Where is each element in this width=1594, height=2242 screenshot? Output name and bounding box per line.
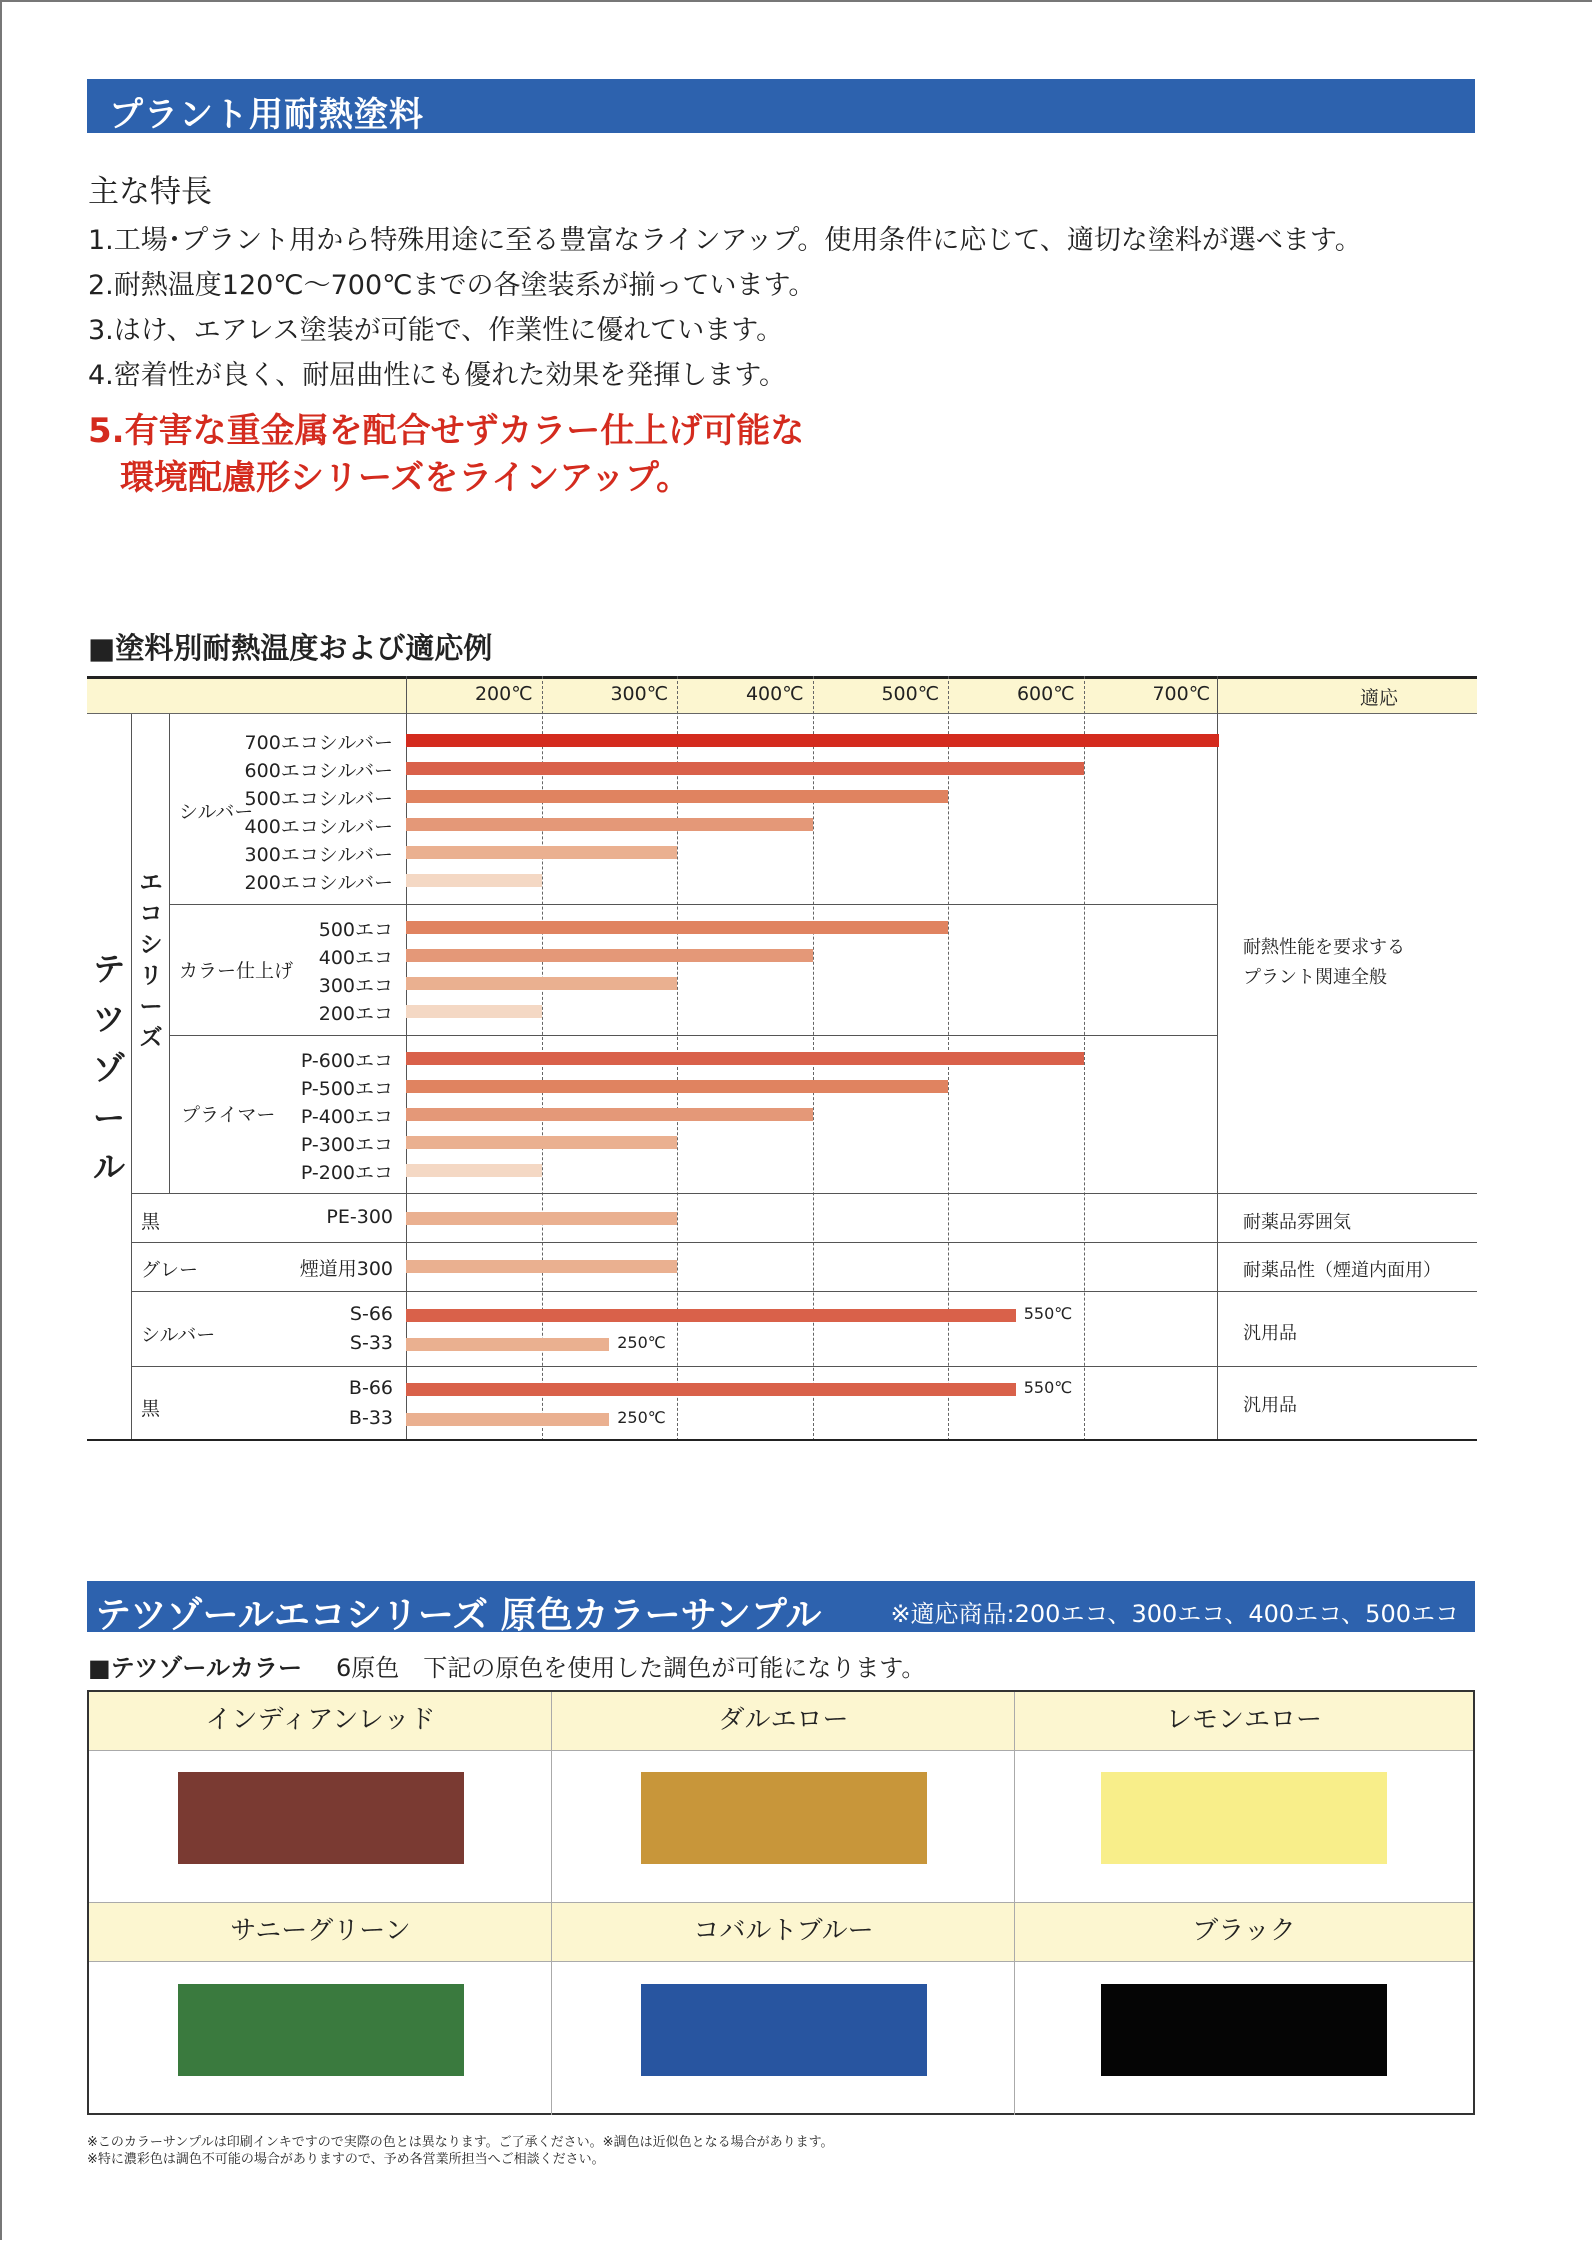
- heat-bar: [406, 790, 948, 803]
- application-text: 耐熱性能を要求する: [1243, 937, 1405, 958]
- group-label-color: カラー仕上げ: [179, 960, 294, 982]
- product-name: 600エコシルバー: [244, 760, 393, 782]
- product-name: 300エコシルバー: [244, 844, 393, 866]
- feature-item: 4.密着性が良く、耐屈曲性にも優れた効果を発揮します。: [88, 360, 787, 391]
- row-divider: [169, 904, 1217, 905]
- footnote: ※特に濃彩色は調色不可能の場合がありますので、予め各営業所担当へご相談ください。: [87, 2152, 605, 2167]
- feature-item: 2.耐熱温度120℃～700℃までの各塗装系が揃っています。: [88, 270, 816, 301]
- product-name: B-66: [348, 1377, 393, 1399]
- product-name: 300エコ: [318, 975, 393, 997]
- bar-value-label: 250℃: [617, 1333, 666, 1352]
- heat-bar: [406, 921, 948, 934]
- heat-bar: [406, 874, 542, 887]
- color-swatch: [641, 1984, 927, 2076]
- group-label-silver: シルバー: [179, 801, 254, 823]
- heat-bar: [406, 1338, 609, 1351]
- application-text: プラント関連全般: [1243, 967, 1387, 988]
- color-swatch: [641, 1772, 927, 1864]
- feature-item: 3.はけ、エアレス塗装が可能で、作業性に優れています。: [88, 315, 784, 346]
- bar-value-label: 550℃: [1023, 1378, 1073, 1397]
- application-text: 汎用品: [1243, 1395, 1297, 1416]
- bar-value-label: 250℃: [617, 1408, 666, 1427]
- product-name: 400エコシルバー: [244, 816, 393, 838]
- color-subtitle-text: 6原色 下記の原色を使用した調色が可能になります。: [335, 1654, 926, 1682]
- temp-gridline: [1084, 676, 1085, 1441]
- temp-header-label: 500℃: [881, 683, 940, 705]
- heat-bar: [406, 1413, 609, 1426]
- product-name: PE-300: [326, 1206, 393, 1228]
- heat-bar: [406, 977, 677, 990]
- product-name: 500エコシルバー: [244, 788, 393, 810]
- product-name: 700エコシルバー: [244, 732, 393, 754]
- heat-bar: [406, 818, 813, 831]
- product-name: 200エコシルバー: [244, 872, 393, 894]
- color-swatch: [1101, 1984, 1387, 2076]
- color-name-header: コバルトブルー: [552, 1903, 1015, 1961]
- bar-value-label: 550℃: [1023, 1304, 1073, 1323]
- heat-bar: [406, 949, 813, 962]
- color-name-header: レモンエロー: [1015, 1692, 1473, 1750]
- temp-header-label: 400℃: [745, 683, 804, 705]
- row-divider: [89, 1750, 1473, 1751]
- product-name: P-200エコ: [300, 1162, 393, 1184]
- heat-bar: [406, 1309, 1016, 1322]
- heat-bar: [406, 1108, 813, 1121]
- heat-bar: [406, 1136, 677, 1149]
- row-divider: [131, 1366, 1477, 1367]
- color-section-title: テツゾールエコシリーズ 原色カラーサンプル: [95, 1595, 822, 1636]
- heat-bar: [406, 1212, 677, 1225]
- temp-header-label: 600℃: [1016, 683, 1075, 705]
- column-divider: [1014, 1692, 1015, 2115]
- product-name: P-500エコ: [300, 1078, 393, 1100]
- header-bar: [87, 79, 1475, 133]
- heat-table-title: ■塗料別耐熱温度および適応例: [88, 631, 493, 665]
- color-subtitle-bold: ■テツゾールカラー: [88, 1654, 302, 1682]
- row-divider: [131, 1193, 1477, 1194]
- page-title: プラント用耐熱塗料: [109, 95, 424, 135]
- group-label-primer: プライマー: [181, 1104, 276, 1126]
- color-name-header: インディアンレッド: [89, 1692, 552, 1750]
- group-label-black: 黒: [141, 1398, 161, 1420]
- temp-header-label: 200℃: [474, 683, 533, 705]
- application-header: 適応: [1359, 687, 1398, 709]
- heat-bar: [406, 1052, 1084, 1065]
- color-name-header: ダルエロー: [552, 1692, 1015, 1750]
- temp-header-label: 700℃: [1152, 683, 1211, 705]
- color-swatch: [178, 1984, 464, 2076]
- column-divider: [551, 1692, 552, 2115]
- group-label-grey: グレー: [141, 1259, 199, 1281]
- color-sample-grid: [87, 1690, 1475, 2115]
- color-section-bar: [87, 1581, 1475, 1636]
- product-name: P-400エコ: [300, 1106, 393, 1128]
- column-divider: [1217, 714, 1218, 1441]
- row-divider: [131, 1242, 1477, 1243]
- color-section-note: ※適応商品:200エコ、300エコ、400エコ、500エコ: [890, 1600, 1459, 1628]
- row-divider: [89, 1902, 1473, 1903]
- table-bottom-border: [87, 1439, 1477, 1441]
- heat-bar: [406, 762, 1084, 775]
- feature-highlight-line2: 環境配慮形シリーズをラインアップ。: [120, 458, 691, 498]
- product-name: P-300エコ: [300, 1134, 393, 1156]
- eco-series-vertical-label: エ コ シ リ ー ズ: [139, 870, 163, 1052]
- heat-bar: [406, 1164, 542, 1177]
- application-text: 耐薬品雰囲気: [1243, 1212, 1351, 1233]
- color-swatch: [1101, 1772, 1387, 1864]
- product-name: P-600エコ: [300, 1050, 393, 1072]
- heat-bar: [406, 734, 1219, 747]
- brand-vertical-label: テ ツ ゾ ー ル: [92, 950, 125, 1187]
- features-title: 主な特長: [88, 174, 212, 210]
- heat-bar: [406, 1080, 948, 1093]
- row-divider: [169, 1035, 1217, 1036]
- group-label-silver: シルバー: [141, 1324, 216, 1346]
- column-divider: [1217, 676, 1218, 714]
- product-name: B-33: [348, 1407, 393, 1429]
- heat-resistance-table: [87, 676, 1477, 1441]
- heat-bar: [406, 1260, 677, 1273]
- product-name: 煙道用300: [299, 1258, 393, 1280]
- application-text: 汎用品: [1243, 1323, 1297, 1344]
- group-label-black: 黒: [141, 1211, 161, 1233]
- heat-bar: [406, 1005, 542, 1018]
- product-name: 400エコ: [318, 947, 393, 969]
- heat-bar: [406, 1383, 1016, 1396]
- temp-header-label: 300℃: [610, 683, 669, 705]
- product-name: S-33: [349, 1332, 393, 1354]
- color-name-header: サニーグリーン: [89, 1903, 552, 1961]
- product-name: S-66: [349, 1303, 393, 1325]
- color-name-header: ブラック: [1015, 1903, 1473, 1961]
- application-text: 耐薬品性（煙道内面用）: [1243, 1260, 1441, 1281]
- column-divider: [406, 676, 407, 714]
- feature-highlight-line1: 5.有害な重金属を配合せずカラー仕上げ可能な: [88, 411, 805, 451]
- row-divider: [131, 1291, 1477, 1292]
- product-name: 500エコ: [318, 919, 393, 941]
- color-subtitle: [88, 1648, 925, 1683]
- heat-bar: [406, 846, 677, 859]
- product-name: 200エコ: [318, 1003, 393, 1025]
- footnote: ※このカラーサンプルは印刷インキですので実際の色とは異なります。ご了承ください。※調色は近似色となる場合があります。: [87, 2135, 834, 2150]
- feature-item: 1.工場･プラント用から特殊用途に至る豊富なラインアップ。使用条件に応じて、適切な塗料が選べます。: [88, 225, 1362, 256]
- color-swatch: [178, 1772, 464, 1864]
- row-divider: [89, 1961, 1473, 1962]
